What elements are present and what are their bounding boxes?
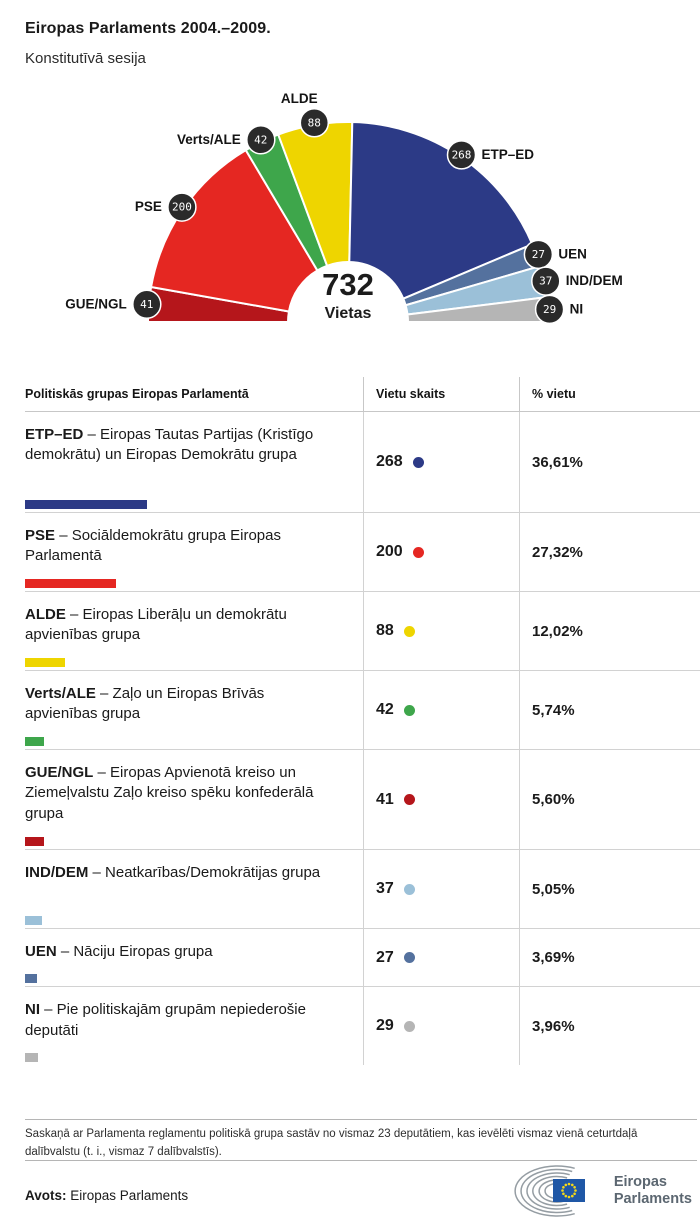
seats-cell	[363, 850, 519, 928]
group-abbr: NI	[25, 1001, 40, 1019]
seats-value: 37	[376, 880, 394, 897]
group-name-cell	[25, 850, 363, 928]
group-description: – Sociāldemokrātu grupa Eiropas Parlamentā	[25, 527, 281, 565]
seats-value: 42	[376, 701, 394, 718]
seats-cell	[363, 513, 519, 591]
seats-value: 41	[376, 790, 394, 808]
group-color-dot	[413, 457, 424, 468]
table-row-GUE/NGL	[25, 750, 700, 850]
table-body	[25, 412, 700, 1065]
group-name	[25, 684, 333, 725]
seat-badge-value: 268	[451, 148, 472, 162]
seats-value: 268	[376, 453, 403, 470]
group-description: – Neatkarības/Demokrātijas grupa	[92, 864, 321, 881]
col-header-percent: % vietu	[519, 377, 700, 411]
logo-text	[614, 1174, 692, 1208]
total-seats-value: 732	[322, 267, 374, 302]
group-abbr: ALDE	[25, 606, 66, 623]
group-color-bar	[25, 500, 147, 509]
hemicycle-chart	[0, 90, 700, 342]
group-color-dot	[404, 794, 415, 805]
percent-value: 5,05%	[532, 880, 575, 898]
percent-value: 12,02%	[532, 622, 583, 640]
table-row-PSE	[25, 513, 700, 592]
group-abbr: Verts/ALE	[25, 685, 96, 702]
group-name	[25, 863, 333, 883]
total-seats-label: Vietas	[324, 305, 372, 322]
logo-text-line1: Eiropas	[613, 1173, 667, 1190]
slice-label-ALDE: ALDE	[280, 90, 318, 106]
group-name-cell	[25, 987, 363, 1065]
percent-cell	[519, 592, 700, 670]
table-row-Verts/ALE	[25, 671, 700, 750]
footnote-text: Saskaņā ar Parlamenta reglamentu politiskā grupa sastāv no vismaz 23 deputātiem, kas ievēlēti vismaz vienā ceturtdaļā dalībvalstu (t. i., vismaz 7 dalībvalstīs).	[25, 1128, 638, 1158]
percent-cell	[519, 513, 700, 591]
table-row-ALDE	[25, 592, 700, 671]
percent-value: 5,74%	[532, 701, 575, 719]
european-parliament-logo	[513, 1164, 692, 1218]
group-name	[25, 605, 333, 646]
group-name-cell	[25, 412, 363, 512]
logo-text-line2: Parlaments	[613, 1191, 692, 1207]
group-color-dot	[404, 626, 415, 637]
percent-value: 3,96%	[532, 1017, 575, 1035]
hemicycle-svg	[0, 90, 700, 342]
parliament-hemicycle-logo-icon	[513, 1164, 605, 1218]
seat-badge-value: 27	[531, 247, 546, 261]
group-color-bar	[25, 916, 42, 925]
seats-cell	[363, 412, 519, 512]
eu-flag-icon	[553, 1179, 585, 1202]
group-color-bar	[25, 737, 44, 746]
percent-cell	[519, 671, 700, 749]
table-row-IND/DEM	[25, 850, 700, 929]
page-title: Eiropas Parlaments 2004.–2009.	[25, 20, 271, 37]
table-row-UEN	[25, 929, 700, 987]
group-abbr: PSE	[25, 527, 56, 544]
slice-label-GUE/NGL: GUE/NGL	[65, 296, 127, 312]
percent-cell	[519, 750, 700, 849]
badge-ETP–ED	[448, 141, 476, 169]
col-header-seats: Vietu skaits	[363, 377, 519, 411]
seats-cell	[363, 750, 519, 849]
percent-cell	[519, 412, 700, 512]
group-color-bar	[25, 579, 116, 588]
table-row-ETP–ED	[25, 412, 700, 513]
slice-label-ETP–ED: ETP–ED	[481, 146, 535, 162]
percent-cell	[519, 929, 700, 986]
seat-badge-value: 37	[539, 274, 553, 288]
group-description: – Eiropas Liberāļu un demokrātu apvienības grupa	[25, 606, 287, 644]
group-color-dot	[404, 884, 415, 895]
group-color-bar	[25, 658, 65, 667]
footnote-divider-top	[25, 1119, 697, 1120]
group-name	[25, 763, 333, 824]
group-abbr: ETP–ED	[25, 426, 84, 443]
slice-label-IND/DEM: IND/DEM	[565, 273, 623, 289]
group-name	[25, 942, 333, 962]
group-color-dot	[413, 547, 424, 558]
badge-NI	[536, 295, 564, 323]
group-name	[25, 425, 333, 466]
group-description: – Nāciju Eiropas grupa	[60, 943, 213, 960]
seat-badge-value: 200	[171, 200, 192, 214]
group-name-cell	[25, 750, 363, 849]
source-value: Eiropas Parlaments	[70, 1188, 189, 1203]
source-label: Avots:	[25, 1188, 67, 1203]
seat-badge-value: 41	[140, 297, 154, 311]
group-color-dot	[404, 1021, 415, 1032]
footnote-divider-bottom	[25, 1160, 697, 1161]
seats-cell	[363, 987, 519, 1065]
slice-label-Verts/ALE: Verts/ALE	[177, 131, 241, 147]
table-header-row	[25, 377, 700, 412]
percent-value: 3,69%	[532, 949, 575, 967]
group-name	[25, 526, 333, 567]
percent-cell	[519, 850, 700, 928]
group-abbr: GUE/NGL	[25, 764, 94, 781]
seats-cell	[363, 592, 519, 670]
percent-cell	[519, 987, 700, 1065]
source-line	[25, 1188, 188, 1203]
badge-IND/DEM	[532, 267, 560, 295]
seats-value: 88	[376, 622, 394, 639]
seats-value: 29	[376, 1017, 394, 1035]
group-description: – Zaļo un Eiropas Brīvās apvienības grupa	[25, 685, 265, 723]
group-name	[25, 1000, 333, 1041]
group-description: – Eiropas Tautas Partijas (Kristīgo demokrātu) un Eiropas Demokrātu grupa	[25, 426, 314, 464]
group-name-cell	[25, 929, 363, 986]
percent-value: 5,60%	[532, 791, 575, 808]
group-color-dot	[404, 705, 415, 716]
seat-badge-value: 42	[254, 133, 268, 147]
col-header-group: Politiskās grupas Eiropas Parlamentā	[25, 387, 249, 401]
seats-cell	[363, 671, 519, 749]
group-color-dot	[404, 952, 415, 963]
group-color-bar	[25, 837, 44, 846]
groups-table	[25, 377, 700, 1065]
group-color-bar	[25, 1053, 38, 1062]
group-name-cell	[25, 592, 363, 670]
page-subtitle: Konstitutīvā sesija	[25, 50, 146, 67]
group-abbr: UEN	[25, 943, 57, 960]
group-name-cell	[25, 513, 363, 591]
percent-value: 36,61%	[532, 453, 583, 471]
badge-ALDE	[300, 109, 328, 137]
badge-GUE/NGL	[133, 290, 161, 318]
seat-badge-value: 88	[307, 116, 321, 130]
seats-cell	[363, 929, 519, 986]
seat-badge-value: 29	[542, 302, 557, 316]
table-row-NI	[25, 987, 700, 1065]
group-description: – Eiropas Apvienotā kreiso un Ziemeļvalstu Zaļo kreiso spēku konfederālā grupa	[25, 764, 314, 822]
slice-label-UEN: UEN	[558, 246, 587, 262]
percent-value: 27,32%	[532, 543, 583, 561]
badge-Verts/ALE	[247, 126, 275, 154]
slice-label-NI: NI	[569, 301, 584, 317]
seats-value: 200	[376, 543, 403, 560]
badge-PSE	[168, 193, 196, 221]
slice-label-PSE: PSE	[134, 199, 162, 215]
seats-value: 27	[376, 948, 394, 966]
group-abbr: IND/DEM	[25, 864, 89, 881]
group-name-cell	[25, 671, 363, 749]
badge-UEN	[524, 240, 552, 268]
group-description: – Pie politiskajām grupām nepiederošie deputāti	[25, 1001, 306, 1039]
group-color-bar	[25, 974, 37, 983]
